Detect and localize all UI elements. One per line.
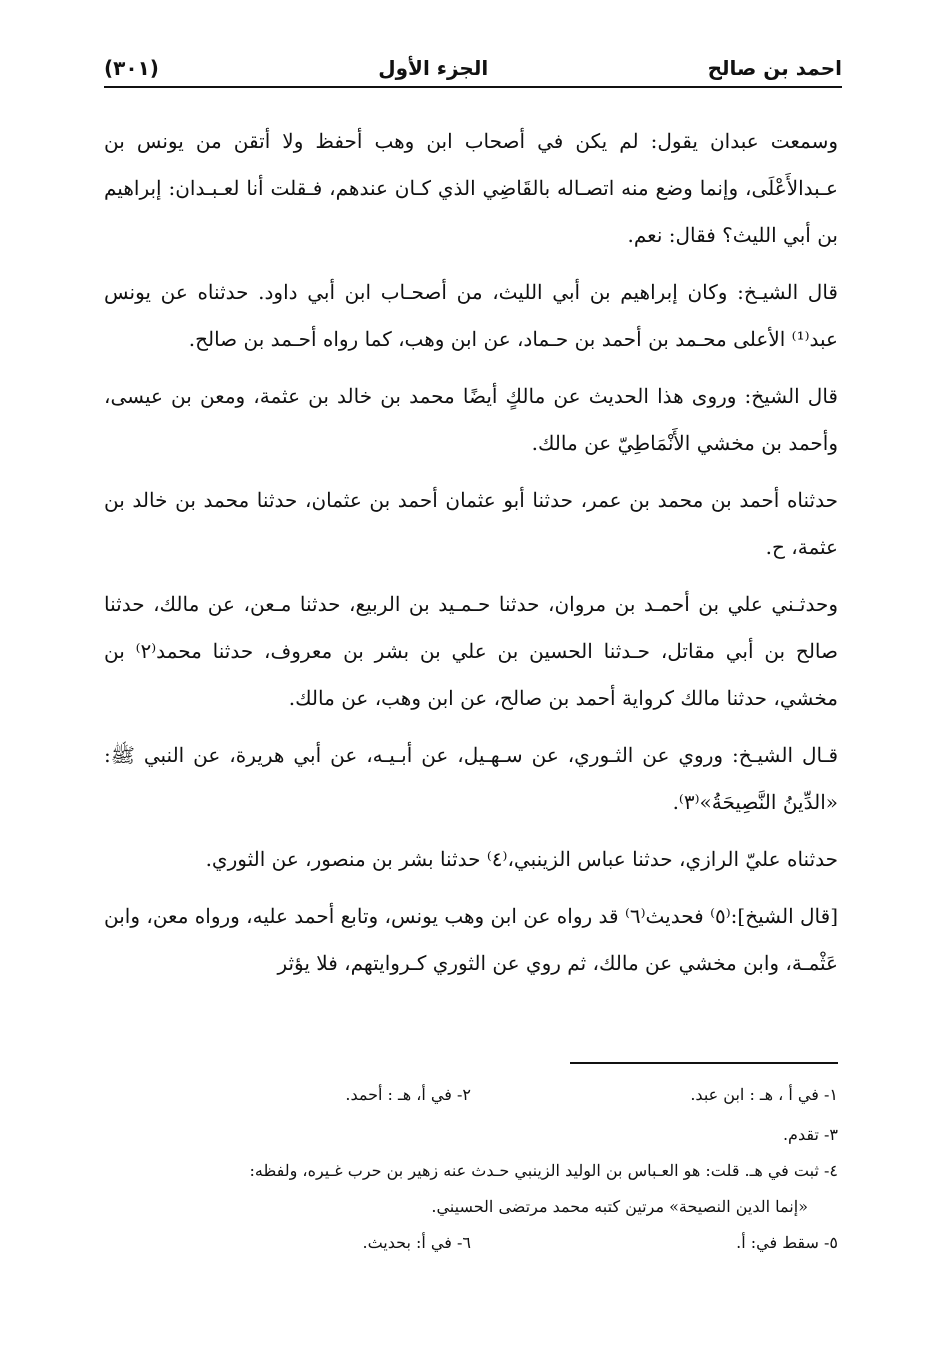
paragraph-7: حدثناه عليّ الرازي، حدثنا عباس الزينبي،⁽٤⁾ حدثنا بشر بن منصور، عن الثوري. (205, 847, 838, 871)
running-header (104, 40, 842, 80)
footnote-4-line-2: «إنما الدين النصيحة» مرتين كتبه محمد مرتضى الحسيني. (431, 1197, 808, 1216)
paragraph-1: وسمعت عبدان يقول: لم يكن في أصحاب ابن وهب أحفظ ولا أتقن من يونس بن عـبدالأَعْلَى، وإنما وضع منه اتصـاله بالقَاضِي الذي كـان عندهم، فـقلت أنا لعـبـدان: إبراهيم بن أبي الليث؟ فقال: نعم. (104, 129, 838, 247)
paragraph-6: قـال الشيـخ: وروي عن الثـوري، عن سـهـيل، عن أبـيـه، عن أبي هريرة، عن النبي ﷺ: «الدِّينُ النَّصِيحَةُ»⁽٣⁾. (104, 743, 838, 814)
paragraph-3: قال الشيخ: وروى هذا الحديث عن مالكٍ أيضًا محمد بن خالد بن عثمة، ومعن بن عيسى، وأحمد بن مخشي الأَنْمَاطِيّ عن مالك. (104, 384, 838, 455)
paragraph-4: حدثناه أحمد بن محمد بن عمر، حدثنا أبو عثمان أحمد بن عثمان، حدثنا محمد بن خالد بن عثمة، ح. (104, 488, 838, 559)
header-page-number: (٣٠١) (104, 56, 159, 80)
footnote-6: ٦- في أ: بحديث. (362, 1233, 471, 1252)
header-author: احمد بن صالح (707, 56, 842, 80)
footnote-4-line-1: ٤- ثبت في هـ. قلت: هو العـباس بن الوليد الزينبي حـدث عنه زهير بن حرب غـيره، ولفظه: (249, 1161, 838, 1180)
paragraph-2: قال الشيـخ: وكان إبراهيم بن أبي الليث، من أصحـاب ابن أبي داود. حدثناه عن يونس عبد⁽¹⁾ الأعلى محـمد بن أحمد بن حـماد، عن ابن وهب، كما رواه أحـمد بن صالح. (104, 280, 838, 351)
footnote-rule (570, 1062, 838, 1064)
footnote-3: ٣- تقدم. (782, 1125, 838, 1144)
header-volume: الجزء الأول (378, 56, 489, 80)
paragraph-8: [قال الشيخ]:⁽٥⁾ فحديث⁽٦⁾ قد رواه عن ابن وهب يونس، وتابع أحمد عليه، ورواه معن، وابن عَثْمـة، وابن مخشي عن مالك، ثم روي عن الثوري كـروايتهم، فلا يؤثر (104, 904, 838, 975)
main-text (104, 118, 838, 997)
paragraph-5: وحدثـني علي بن أحمـد بن مروان، حدثنا حـمـيد بن الربيع، حدثنا مـعن، عن مالك، حدثنا صالح بن أبي مقاتل، حـدثنا الحسين بن علي بن بشر بن معروف، حدثنا محمد⁽٢⁾ بن مخشي، حدثنا مالك كرواية أحمد بن صالح، عن ابن وهب، عن مالك. (104, 592, 838, 710)
footnotes (104, 1080, 838, 1268)
footnote-row-1 (104, 1080, 838, 1110)
footnote-2: ٢- في أ، هـ : أحمد. (345, 1085, 471, 1104)
footnote-5: ٥- سقط في: أ. (736, 1233, 838, 1252)
header-rule (104, 86, 842, 88)
footnote-row-3 (104, 1228, 838, 1258)
footnote-1: ١- في أ ، هـ : ابن عبد. (690, 1085, 838, 1104)
